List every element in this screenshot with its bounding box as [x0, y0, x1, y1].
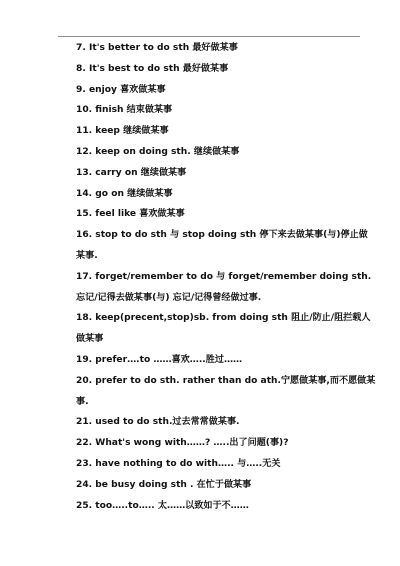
list-item — [76, 225, 376, 267]
list-item — [76, 454, 376, 475]
list-item — [76, 371, 376, 413]
list-item — [76, 142, 376, 163]
item-text: It's best to do sth 最好做某事 — [88, 63, 229, 74]
list-item — [76, 38, 376, 59]
item-text: finish 结束做某事 — [95, 105, 173, 116]
item-number: 11. — [76, 126, 93, 137]
list-item — [76, 308, 376, 350]
item-number: 17. — [76, 271, 93, 282]
list-item — [76, 433, 376, 454]
list-item — [76, 184, 376, 205]
item-number: 25. — [76, 500, 93, 511]
list-item — [76, 204, 376, 225]
item-number: 18. — [76, 313, 93, 324]
item-text: prefer….to ……喜欢…..胜过…… — [95, 354, 243, 365]
list-item — [76, 350, 376, 371]
list-item — [76, 163, 376, 184]
item-number: 13. — [76, 167, 93, 178]
list-item — [76, 121, 376, 142]
list-item — [76, 412, 376, 433]
item-number: 16. — [76, 230, 93, 241]
item-text: feel like 喜欢做某事 — [95, 209, 185, 220]
list-item — [76, 100, 376, 121]
list-item — [76, 80, 376, 101]
list-item — [76, 475, 376, 496]
item-text: be busy doing sth . 在忙于做某事 — [95, 479, 252, 490]
list-item — [76, 59, 376, 80]
item-text: prefer to do sth. rather than do ath.宁愿做某事,而不愿做某事. — [76, 375, 376, 407]
list-item — [76, 496, 376, 517]
item-text: keep(precent,stop)sb. from doing sth 阻止/防止/阻拦载人做某事 — [76, 313, 371, 345]
item-text: What's wong with……? …..出了问题(事)? — [95, 438, 289, 449]
item-number: 19. — [76, 354, 93, 365]
phrase-list — [76, 38, 376, 516]
item-number: 24. — [76, 479, 93, 490]
list-item — [76, 267, 376, 309]
item-text: have nothing to do with….. 与…..无关 — [95, 458, 281, 469]
item-number: 22. — [76, 438, 93, 449]
item-number: 14. — [76, 188, 93, 199]
item-text: forget/remember to do 与 forget/remember doing sth.忘记/记得去做某事(与) 忘记/记得曾经做过事. — [76, 271, 372, 303]
item-text: go on 继续做某事 — [95, 188, 173, 199]
item-number: 23. — [76, 458, 93, 469]
item-text: enjoy 喜欢做某事 — [88, 84, 166, 95]
item-number: 8. — [76, 63, 86, 74]
item-text: stop to do sth 与 stop doing sth 停下来去做某事(与)停止做某事. — [76, 230, 368, 261]
item-text: carry on 继续做某事 — [95, 167, 187, 178]
item-number: 20. — [76, 375, 93, 386]
item-text: keep on doing sth. 继续做某事 — [95, 146, 240, 157]
item-number: 15. — [76, 209, 93, 220]
item-number: 10. — [76, 105, 93, 116]
item-number: 9. — [76, 84, 86, 95]
item-number: 21. — [76, 417, 93, 428]
header-rule — [58, 36, 360, 37]
item-text: It's better to do sth 最好做某事 — [88, 43, 238, 53]
item-text: used to do sth.过去常常做某事. — [95, 417, 240, 428]
item-number: 12. — [76, 146, 93, 157]
item-text: keep 继续做某事 — [95, 126, 169, 137]
item-text: too…..to….. 太……以致如于不…… — [95, 500, 249, 511]
item-number: 7. — [76, 43, 86, 53]
